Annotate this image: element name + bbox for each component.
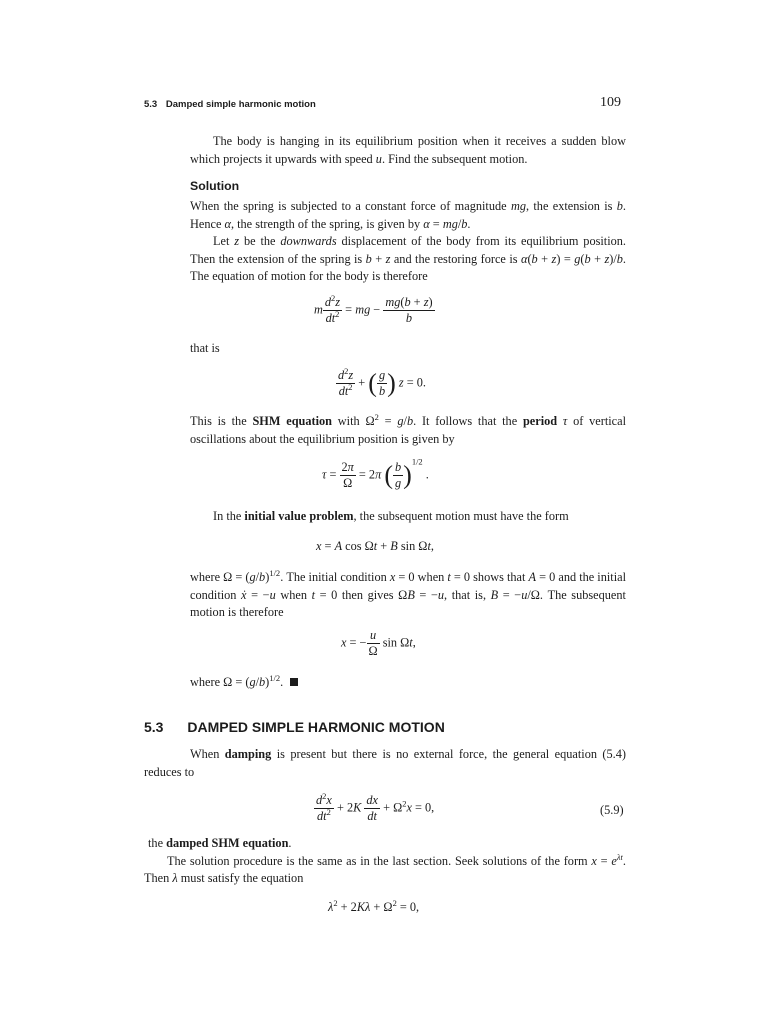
subsequent-motion-equation: x = − $\frac{u}{\Omega}$ sin Ωt, bbox=[341, 628, 416, 658]
page-number: 109 bbox=[600, 95, 621, 110]
general-solution: x = A cos Ωt + B sin Ωt, bbox=[316, 539, 434, 553]
solution-heading: Solution bbox=[190, 179, 240, 193]
equation-number: (5.9) bbox=[600, 803, 624, 817]
damped-shm-paragraph: the damped SHM equation. The solution procedure is the same as in the last section. Seek solutions of the form $x = e^{\lambda t}$. Then λ must satisfy the equation bbox=[144, 836, 626, 886]
problem-statement: The body is hanging in its equilibrium position when it receives a sudden blow which projects it upwards with speed u. Find the subsequent motion. bbox=[190, 134, 626, 166]
section-heading bbox=[144, 719, 445, 735]
shm-equation-z: $\frac{d^2z}{dt^2}$ + ( $\frac{g}{b}$ ) z = 0. bbox=[338, 366, 426, 398]
section-number: 5.3 bbox=[144, 719, 164, 735]
header-section-ref: 5.3 bbox=[144, 99, 158, 110]
damped-shm-equation: $\frac{d^2x}{dt^2}$ + 2K $\frac{dx}{dt}$ + $\Omega^2x = 0$, bbox=[316, 791, 435, 823]
running-header bbox=[144, 99, 316, 110]
period-equation: τ = $\frac{2\pi}{\Omega}$ = 2π ( $\frac{b}{g}$ )$^{1/2}$ . bbox=[322, 456, 429, 490]
solution-paragraph: When the spring is subjected to a constant force of magnitude mg, the extension is b. Hence α, the strength of the spring, is given by α = mg/b. Let z be the downwards displacement of the body from its equilibrium position. Then the extension of the spring is b + z and the restoring force is α(b + z) = g(b + z)/b. The equation of motion for the body is therefore bbox=[190, 199, 627, 284]
qed-square-icon bbox=[290, 678, 298, 686]
damping-paragraph: When damping is present but there is no external force, the general equation (5.4) reduces to bbox=[144, 747, 626, 779]
initial-conditions-paragraph: where $\Omega = (g/b)^{1/2}$. The initial condition x = 0 when t = 0 shows that A = 0 and the initial condition ẋ = −u when t = 0 then gives ΩB = −u, that is, B = −u/Ω. The subsequent motion is therefore bbox=[190, 568, 627, 620]
that-is-label: that is bbox=[190, 341, 220, 355]
section-title: DAMPED SIMPLE HARMONIC MOTION bbox=[187, 719, 445, 735]
characteristic-equation: $\lambda^2 + 2K\lambda + \Omega^2 = 0$, bbox=[328, 898, 420, 914]
header-section-title: Damped simple harmonic motion bbox=[165, 99, 316, 110]
equation-of-motion: m $\frac{d^2z}{dt^2}$ = mg − $\frac{mg(b + z)}{b}$ bbox=[314, 293, 433, 325]
shm-paragraph: This is the SHM equation with $\Omega^2 = g/b$. It follows that the period τ of vertical oscillations about the equilibrium position is given by bbox=[190, 412, 627, 446]
initial-value-paragraph: In the initial value problem, the subsequent motion must have the form bbox=[213, 509, 569, 523]
where-omega-line: where $\Omega = (g/b)^{1/2}$. bbox=[190, 674, 298, 692]
